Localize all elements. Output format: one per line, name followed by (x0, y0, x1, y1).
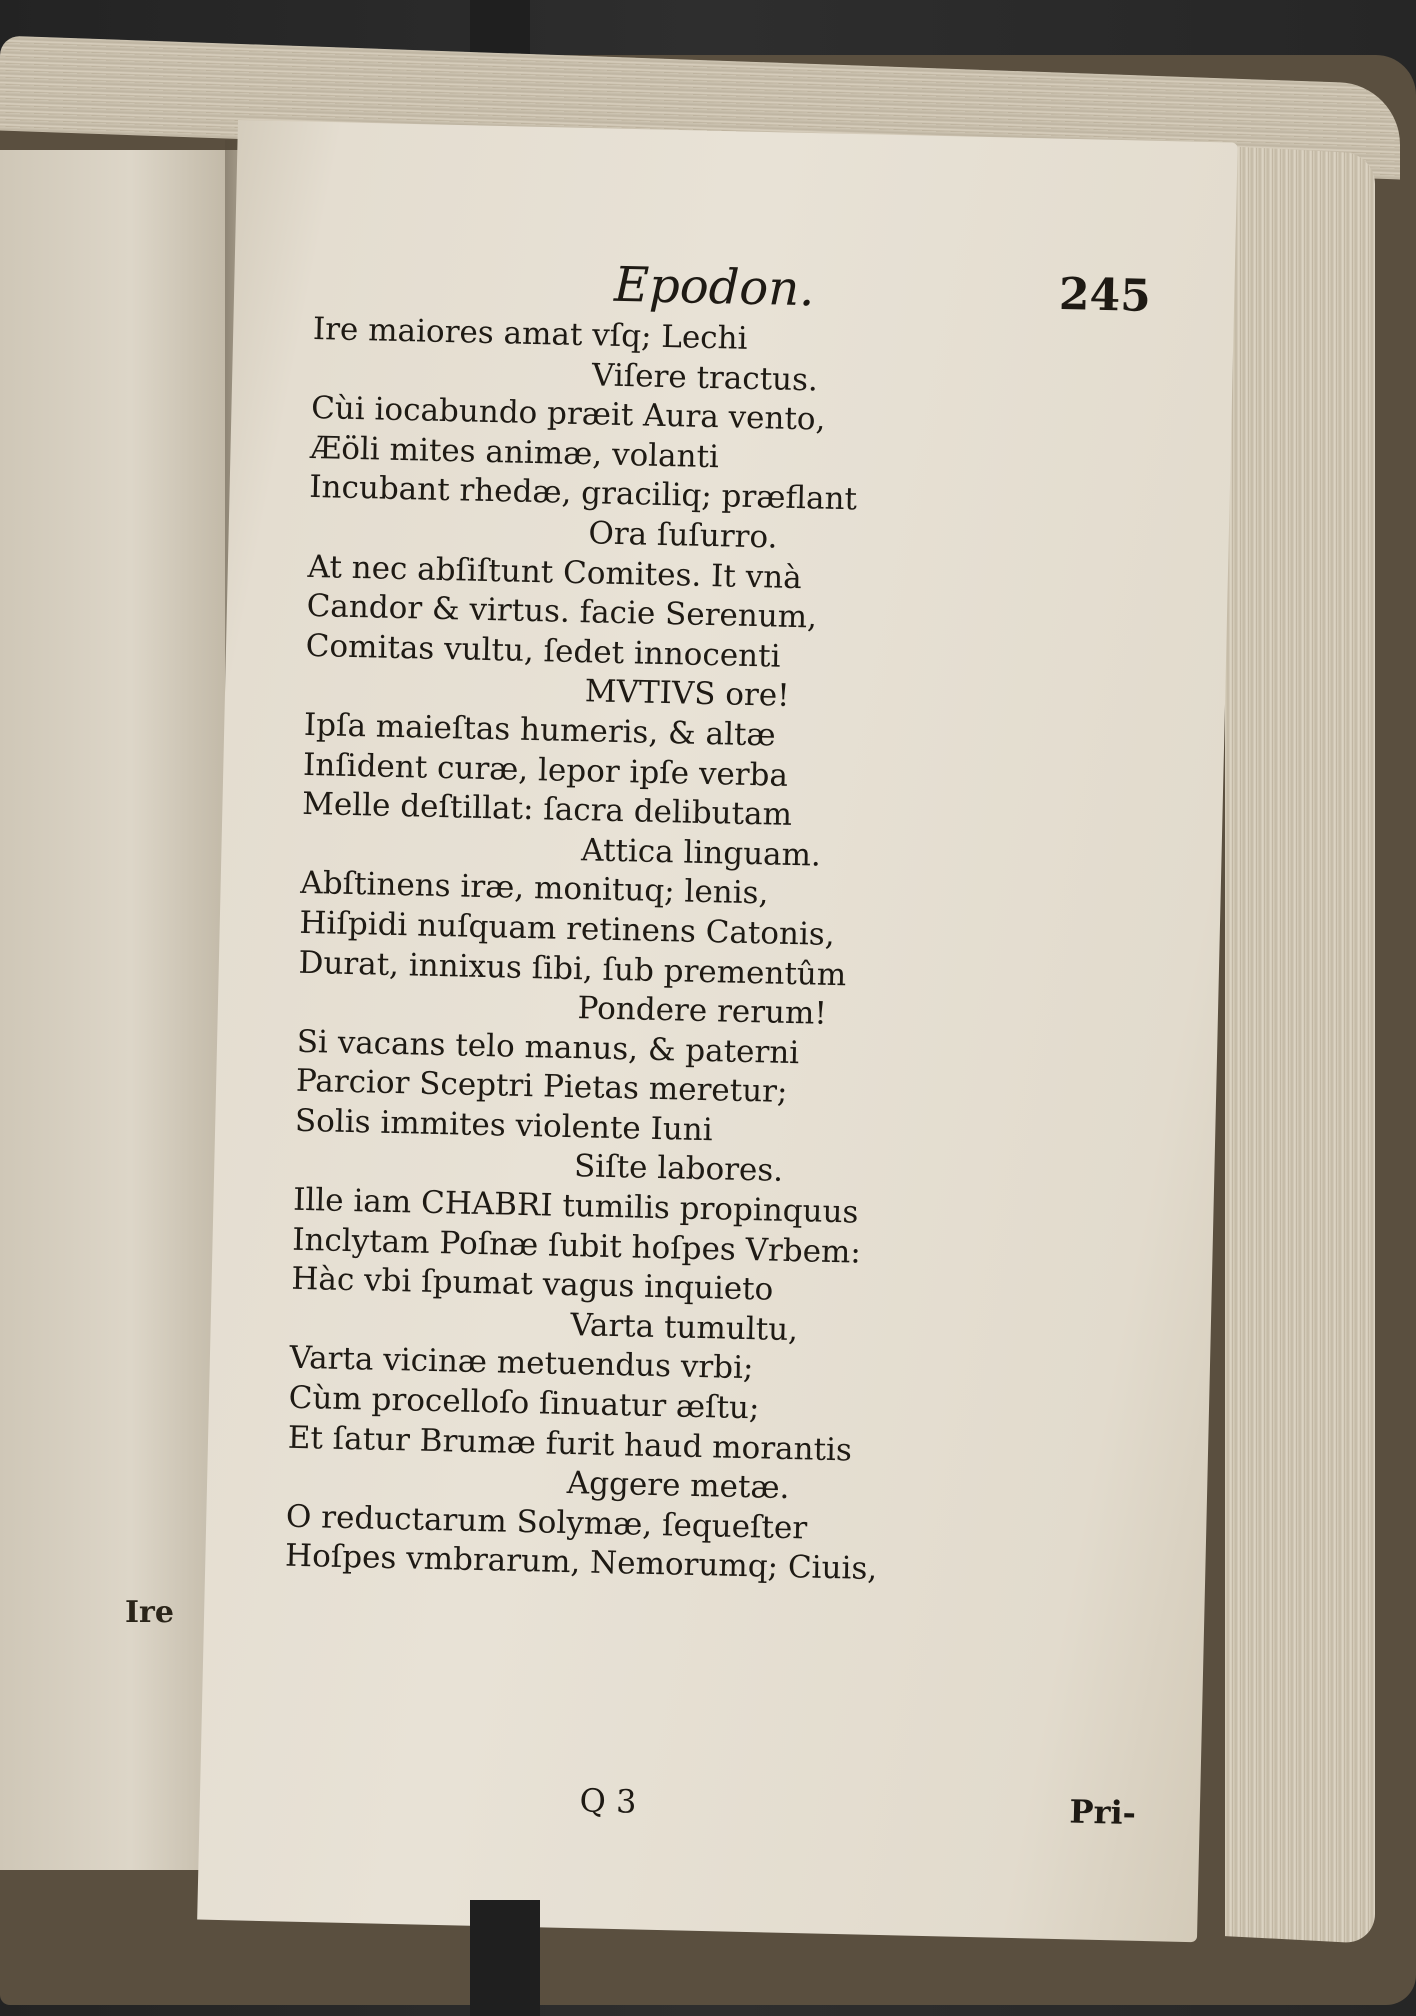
verse-line: Candor & virtus. facie Serenum, (306, 588, 818, 636)
verse-line: Attica linguam. (580, 831, 822, 874)
verse-line: Hoſpes vmbrarum, Nemorumq; Ciuis, (284, 1538, 878, 1588)
verse-line: Ire maiores amat vſq; Lechi (312, 310, 748, 357)
verse-line: Pondere rerum! (577, 990, 828, 1032)
verse-line: Ille iam CHABRI tumilis propinquus (292, 1181, 859, 1231)
verse-line: Abſtinens iræ, monituq; lenis, (299, 865, 769, 912)
left-page (0, 150, 238, 1870)
signature-mark: Q 3 (579, 1781, 637, 1821)
verse-line: At nec abſiſtunt Comites. It vnà (307, 548, 803, 596)
verse-line: Aggere metæ. (566, 1465, 790, 1507)
verse-line: Æöli mites animæ, volanti (309, 429, 720, 475)
left-page-catchword: Ire (125, 1595, 174, 1630)
verse-line: Ipſa maieſtas humeris, & altæ (303, 706, 776, 754)
clamp-strap-top (470, 0, 530, 60)
catchword: Pri- (1069, 1792, 1137, 1833)
page-edges-fore (1225, 146, 1375, 1944)
verse-list (285, 310, 1194, 1597)
verse-line: Ora ſuſurro. (588, 515, 778, 556)
verse-line: Comitas vultu, ſedet innocenti (305, 627, 781, 675)
verse-line: Incubant rhedæ, graciliq; præflant (308, 469, 858, 518)
right-page-text (284, 240, 1195, 1833)
verse-line: Et ſatur Brumæ furit haud morantis (287, 1419, 853, 1469)
verse-line: Cùm procelloſo ſinuatur æſtu; (288, 1379, 760, 1427)
verse-line: Melle deſtillat: ſacra delibutam (301, 785, 793, 834)
verse-line: MVTIVS ore! (584, 673, 791, 715)
verse-line: Siſte labores. (573, 1148, 784, 1190)
clamp-strap-bottom (470, 1900, 540, 2016)
verse-line: Hiſpidi nuſquam retinens Catonis, (299, 904, 836, 953)
verse-line: Solis immites violente Iuni (294, 1102, 714, 1149)
verse-line: Hàc vbi ſpumat vagus inquieto (291, 1260, 774, 1308)
verse-line: Parcior Sceptri Pietas meretur; (295, 1063, 788, 1111)
verse-line: Viſere tractus. (591, 356, 819, 399)
verse-line: Inclytam Poſnæ ſubit hoſpes Vrbem: (291, 1221, 862, 1271)
verse-line: O reductarum Solymæ, ſequeſter (285, 1498, 808, 1547)
verse-line: Durat, innixus ſibi, ſub prementûm (298, 944, 847, 993)
verse-line: Varta tumultu, (570, 1306, 799, 1349)
verse-line: Inſident curæ, lepor ipſe verba (302, 746, 789, 794)
verse-line: Si vacans telo manus, & paterni (296, 1023, 800, 1071)
verse-line: Cùi iocabundo præit Aura vento, (310, 390, 826, 438)
page-number: 245 (1058, 268, 1152, 322)
running-title: Epodon. (613, 256, 816, 318)
verse-line: Varta vicinæ metuendus vrbi; (289, 1340, 754, 1387)
